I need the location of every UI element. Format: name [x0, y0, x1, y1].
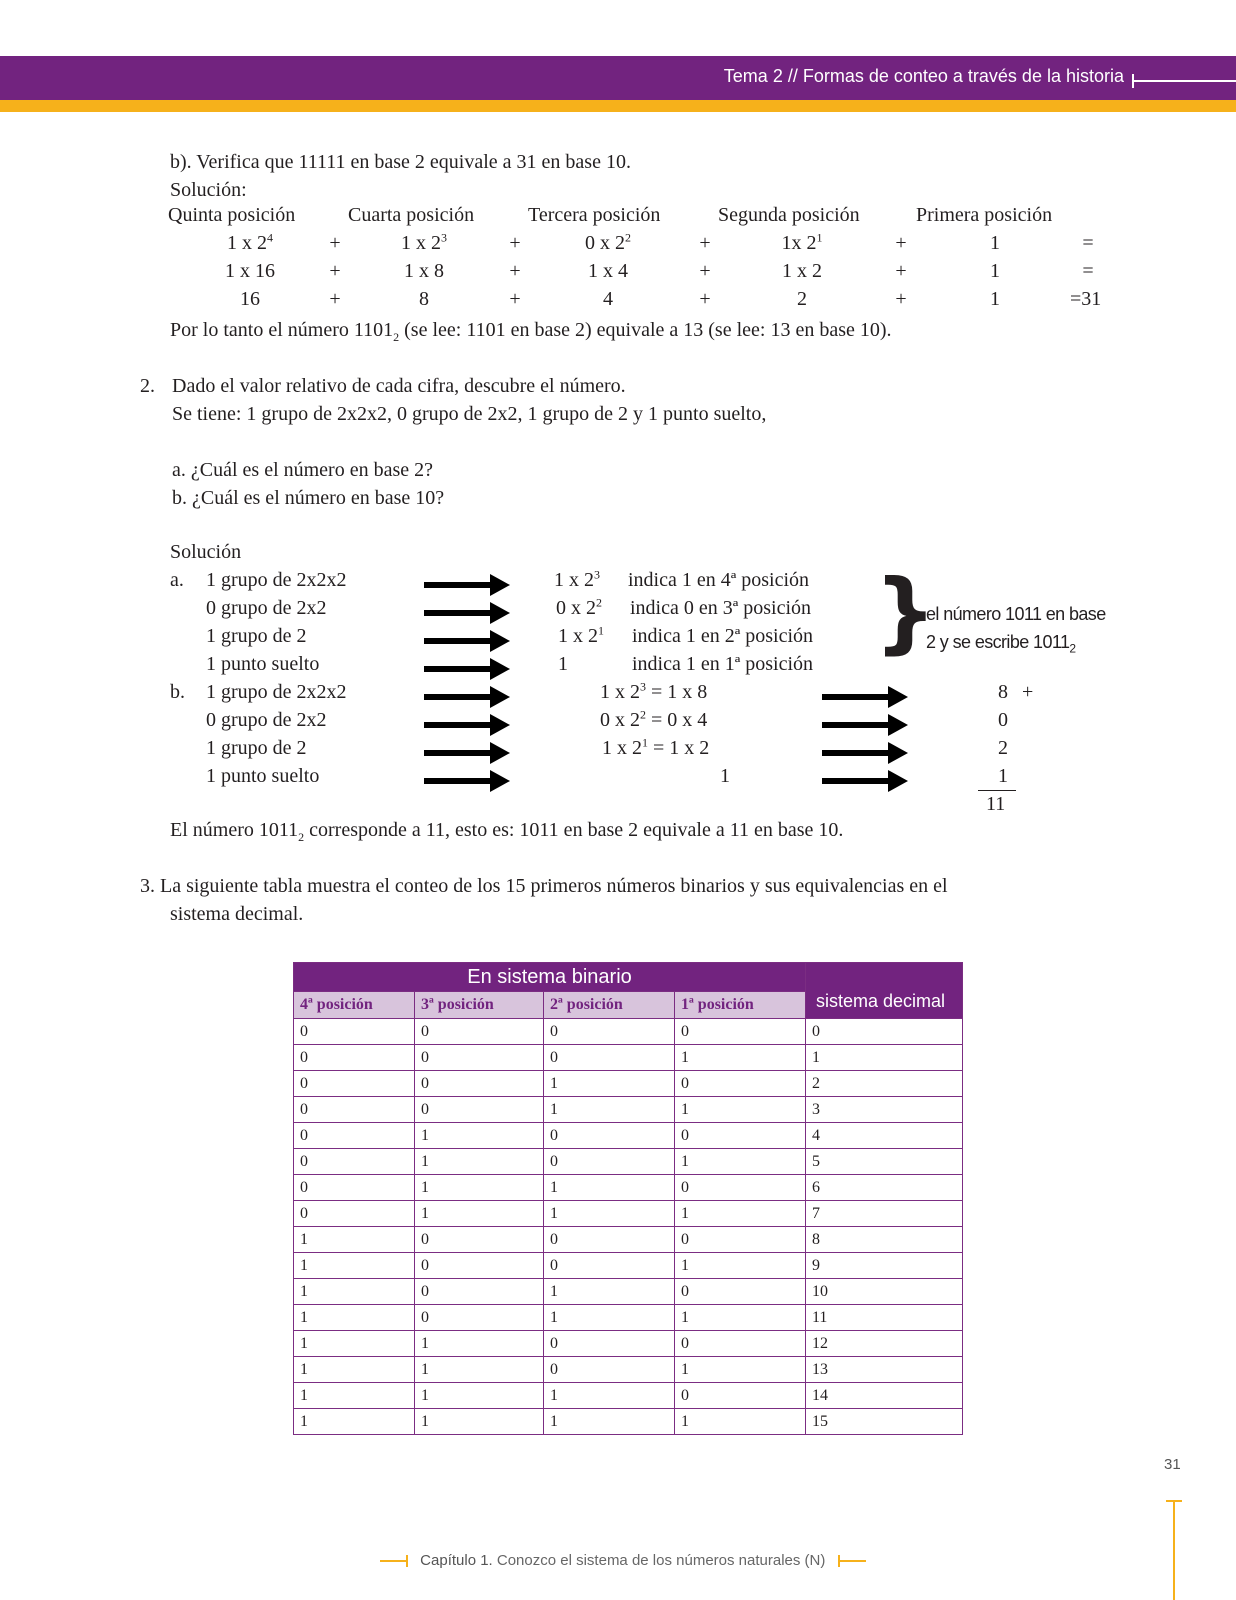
plus-sign: +: [329, 232, 341, 254]
binary-cell: 1: [415, 1409, 544, 1435]
right-arrow-icon: [822, 770, 908, 792]
table-row: [294, 1045, 963, 1071]
sum-value: 2: [998, 737, 1008, 759]
decimal-cell: 5: [806, 1149, 963, 1175]
column-header: Cuarta posición: [348, 204, 475, 226]
header-rule: [1132, 80, 1236, 82]
right-arrow-icon: [424, 658, 510, 680]
power-term: 1x $2^1$: [781, 230, 823, 254]
plus-sign: +: [895, 260, 907, 282]
position-note: indica 1 en 1ª posición: [632, 653, 814, 675]
page-number: 31: [1164, 1456, 1181, 1473]
table-row: [294, 1331, 963, 1357]
binary-cell: 0: [294, 1175, 415, 1201]
plus-sign: +: [509, 232, 521, 254]
decimal-cell: 8: [806, 1227, 963, 1253]
q2-given: Se tiene: 1 grupo de 2x2x2, 0 grupo de 2x2, 1 grupo de 2 y 1 punto suelto,: [172, 403, 767, 425]
binary-cell: 0: [415, 1227, 544, 1253]
term: 1 x 16: [225, 260, 275, 282]
binary-cell: 1: [294, 1227, 415, 1253]
binary-cell: 1: [415, 1175, 544, 1201]
right-arrow-icon: [424, 630, 510, 652]
table-row: [294, 1357, 963, 1383]
binary-header: En sistema binario: [294, 963, 806, 992]
power-expression: 1 x $2^3 = 1$ x 8: [600, 679, 708, 703]
q3-text-line2: sistema decimal.: [170, 903, 304, 925]
chapter-label: Capítulo 1.: [420, 1552, 493, 1569]
position-header: 3ª posición: [415, 992, 544, 1019]
brace-note-line1: el número 1011 en base: [926, 604, 1106, 624]
binary-cell: 1: [544, 1279, 675, 1305]
decimal-cell: 2: [806, 1071, 963, 1097]
power-expression: 1: [720, 765, 730, 787]
q2-solution-label: Solución: [170, 541, 242, 563]
binary-cell: 0: [415, 1279, 544, 1305]
decimal-cell: 3: [806, 1097, 963, 1123]
binary-cell: 1: [415, 1357, 544, 1383]
binary-cell: 0: [294, 1071, 415, 1097]
header-tick: [1132, 74, 1134, 88]
q2-question-b: b. ¿Cuál es el número en base 10?: [172, 487, 445, 509]
binary-cell: 1: [675, 1409, 806, 1435]
position-header: 1ª posición: [675, 992, 806, 1019]
power-expression: 1: [558, 653, 568, 675]
plus-sign: +: [509, 260, 521, 282]
binary-cell: 0: [544, 1357, 675, 1383]
decimal-cell: 14: [806, 1383, 963, 1409]
column-header: Tercera posición: [528, 204, 661, 226]
term: 1: [990, 288, 1000, 310]
position-header: 4ª posición: [294, 992, 415, 1019]
page-footer: [380, 1552, 866, 1569]
plus-sign: +: [895, 232, 907, 254]
binary-cell: 1: [675, 1097, 806, 1123]
binary-cell: 1: [544, 1071, 675, 1097]
right-arrow-icon: [424, 686, 510, 708]
column-header: Segunda posición: [718, 204, 860, 226]
binary-cell: 0: [415, 1097, 544, 1123]
binary-cell: 1: [294, 1305, 415, 1331]
binary-cell: 0: [544, 1123, 675, 1149]
label-b: b.: [170, 681, 185, 703]
plus-sign: +: [699, 232, 711, 254]
binary-cell: 1: [415, 1123, 544, 1149]
binary-cell: 1: [675, 1357, 806, 1383]
q3-text-line1: 3. La siguiente tabla muestra el conteo de los 15 primeros números binarios y sus equivalencias en el: [140, 875, 948, 897]
binary-cell: 0: [675, 1227, 806, 1253]
group-label: 1 grupo de 2x2x2: [206, 569, 347, 591]
table-row: [294, 1071, 963, 1097]
plus-sign: +: [329, 260, 341, 282]
term: 8: [419, 288, 429, 310]
power-term: 1 x $2^4$: [227, 230, 273, 254]
term: 4: [603, 288, 613, 310]
right-arrow-icon: [424, 714, 510, 736]
table-row: [294, 1175, 963, 1201]
term: 1: [990, 260, 1000, 282]
group-label: 0 grupo de 2x2: [206, 709, 327, 731]
table-row: [294, 1097, 963, 1123]
binary-cell: 0: [415, 1305, 544, 1331]
binary-cell: 1: [675, 1045, 806, 1071]
side-tick: [1166, 1500, 1182, 1502]
term: 1 x 8: [404, 260, 444, 282]
binary-cell: 1: [544, 1383, 675, 1409]
group-label: 1 grupo de 2: [206, 737, 307, 759]
binary-cell: 0: [415, 1071, 544, 1097]
binary-cell: 1: [544, 1175, 675, 1201]
binary-cell: 0: [675, 1279, 806, 1305]
table-row: [294, 1279, 963, 1305]
binary-cell: 1: [294, 1253, 415, 1279]
power-expression: 1 x $2^3$: [554, 567, 600, 591]
result: =31: [1070, 288, 1102, 310]
position-note: indica 1 en 4ª posición: [628, 569, 810, 591]
table-row: [294, 1201, 963, 1227]
part-b-conclusion: Por lo tanto el número $1101_2$ (se lee: 1101 en base 2) equivale a 13 (se lee: 13 en base 10).: [170, 319, 892, 344]
decimal-cell: 6: [806, 1175, 963, 1201]
term: 2: [797, 288, 807, 310]
chapter-title: Conozco el sistema de los números naturales (N): [492, 1552, 826, 1569]
binary-cell: 1: [294, 1331, 415, 1357]
decimal-cell: 9: [806, 1253, 963, 1279]
binary-table: [293, 962, 963, 1435]
position-note: indica 1 en 2ª posición: [632, 625, 814, 647]
table-row: [294, 1253, 963, 1279]
term: 1 x 2: [782, 260, 822, 282]
decimal-cell: 4: [806, 1123, 963, 1149]
binary-cell: 1: [675, 1201, 806, 1227]
decimal-cell: 13: [806, 1357, 963, 1383]
binary-cell: 0: [544, 1253, 675, 1279]
binary-cell: 0: [675, 1331, 806, 1357]
table-row: [294, 1149, 963, 1175]
binary-cell: 0: [544, 1331, 675, 1357]
binary-cell: 1: [415, 1331, 544, 1357]
binary-cell: 0: [544, 1227, 675, 1253]
plus-sign: +: [329, 288, 341, 310]
binary-table-body: [294, 1019, 963, 1435]
term: 16: [240, 288, 260, 310]
decimal-cell: 10: [806, 1279, 963, 1305]
binary-cell: 0: [415, 1253, 544, 1279]
decimal-cell: 0: [806, 1019, 963, 1045]
power-expression: 1 x $2^1 = 1$ x 2: [602, 735, 710, 759]
side-rule: [1173, 1500, 1175, 1600]
right-arrow-icon: [424, 770, 510, 792]
right-arrow-icon: [822, 686, 908, 708]
decimal-cell: 7: [806, 1201, 963, 1227]
part-b-solution-label: Solución:: [170, 179, 247, 201]
position-note: indica 0 en 3ª posición: [630, 597, 812, 619]
plus-sign: +: [895, 288, 907, 310]
binary-cell: 1: [544, 1409, 675, 1435]
table-row: [294, 1123, 963, 1149]
part-b-prompt: b). Verifica que 11111 en base 2 equivale a 31 en base 10.: [170, 151, 631, 173]
group-label: 1 punto suelto: [206, 653, 320, 675]
plus-sign: +: [699, 288, 711, 310]
binary-cell: 0: [544, 1019, 675, 1045]
binary-cell: 0: [294, 1123, 415, 1149]
binary-cell: 1: [544, 1305, 675, 1331]
binary-cell: 0: [675, 1019, 806, 1045]
decimal-cell: 15: [806, 1409, 963, 1435]
sum-value: 1: [998, 765, 1008, 787]
power-expression: 0 x $2^2$: [556, 595, 602, 619]
decimal-header: sistema decimal: [806, 963, 963, 1019]
label-a: a.: [170, 569, 184, 591]
table-row: [294, 1383, 963, 1409]
binary-cell: 1: [544, 1201, 675, 1227]
brace-note-line2: 2 y se escribe $1011_2$: [926, 632, 1076, 656]
right-arrow-icon: [822, 714, 908, 736]
binary-cell: 0: [675, 1123, 806, 1149]
binary-cell: 1: [294, 1279, 415, 1305]
curly-brace-icon: }: [874, 560, 937, 663]
group-label: 1 grupo de 2: [206, 625, 307, 647]
right-arrow-icon: [424, 574, 510, 596]
power-term: 1 x $2^3$: [401, 230, 447, 254]
binary-cell: 0: [294, 1201, 415, 1227]
binary-cell: 0: [294, 1149, 415, 1175]
binary-cell: 0: [544, 1149, 675, 1175]
binary-cell: 1: [675, 1149, 806, 1175]
footer-rule-right: [838, 1560, 866, 1562]
position-header: 2ª posición: [544, 992, 675, 1019]
right-arrow-icon: [424, 742, 510, 764]
binary-cell: 1: [544, 1097, 675, 1123]
group-label: 1 grupo de 2x2x2: [206, 681, 347, 703]
sum-value: 0: [998, 709, 1008, 731]
decimal-cell: 12: [806, 1331, 963, 1357]
group-label: 1 punto suelto: [206, 765, 320, 787]
page-header-title: Tema 2 // Formas de conteo a través de la historia: [723, 66, 1124, 86]
binary-cell: 0: [294, 1019, 415, 1045]
equals-sign: =: [1082, 232, 1094, 254]
binary-cell: 1: [415, 1201, 544, 1227]
power-expression: 0 x $2^2 = 0$ x 4: [600, 707, 708, 731]
binary-cell: 0: [294, 1045, 415, 1071]
power-term: 0 x $2^2$: [585, 230, 631, 254]
binary-cell: 1: [415, 1383, 544, 1409]
q2-number: 2.: [140, 375, 155, 397]
footer-rule-left: [380, 1560, 408, 1562]
table-row: [294, 1227, 963, 1253]
power-expression: 1 x $2^1$: [558, 623, 604, 647]
binary-cell: 0: [675, 1071, 806, 1097]
q2-title: Dado el valor relativo de cada cifra, descubre el número.: [172, 375, 626, 397]
right-arrow-icon: [424, 602, 510, 624]
group-label: 0 grupo de 2x2: [206, 597, 327, 619]
term: 1: [990, 232, 1000, 254]
plus-sign: +: [699, 260, 711, 282]
header-accent-band: [0, 100, 1236, 112]
table-row: [294, 1019, 963, 1045]
binary-cell: 0: [675, 1383, 806, 1409]
term: 1 x 4: [588, 260, 628, 282]
binary-cell: 0: [415, 1045, 544, 1071]
sum-value: 8: [998, 681, 1008, 703]
binary-cell: 1: [294, 1409, 415, 1435]
q2-question-a: a. ¿Cuál es el número en base 2?: [172, 459, 434, 481]
binary-cell: 1: [675, 1253, 806, 1279]
binary-cell: 1: [294, 1383, 415, 1409]
equals-sign: =: [1082, 260, 1094, 282]
plus-sign: +: [509, 288, 521, 310]
q2-conclusion: El número $1011_2$ corresponde a 11, esto es: 1011 en base 2 equivale a 11 en base 10.: [170, 819, 844, 844]
table-row: [294, 1305, 963, 1331]
decimal-cell: 1: [806, 1045, 963, 1071]
sum-total: 11: [986, 793, 1006, 815]
binary-cell: 1: [294, 1357, 415, 1383]
decimal-cell: 11: [806, 1305, 963, 1331]
binary-cell: 0: [415, 1019, 544, 1045]
column-header: Primera posición: [916, 204, 1053, 226]
sum-plus: +: [1022, 681, 1034, 703]
binary-cell: 0: [675, 1175, 806, 1201]
binary-cell: 1: [675, 1305, 806, 1331]
binary-cell: 0: [294, 1097, 415, 1123]
binary-cell: 1: [415, 1149, 544, 1175]
table-row: [294, 1409, 963, 1435]
right-arrow-icon: [822, 742, 908, 764]
binary-cell: 0: [544, 1045, 675, 1071]
column-header: Quinta posición: [168, 204, 296, 226]
